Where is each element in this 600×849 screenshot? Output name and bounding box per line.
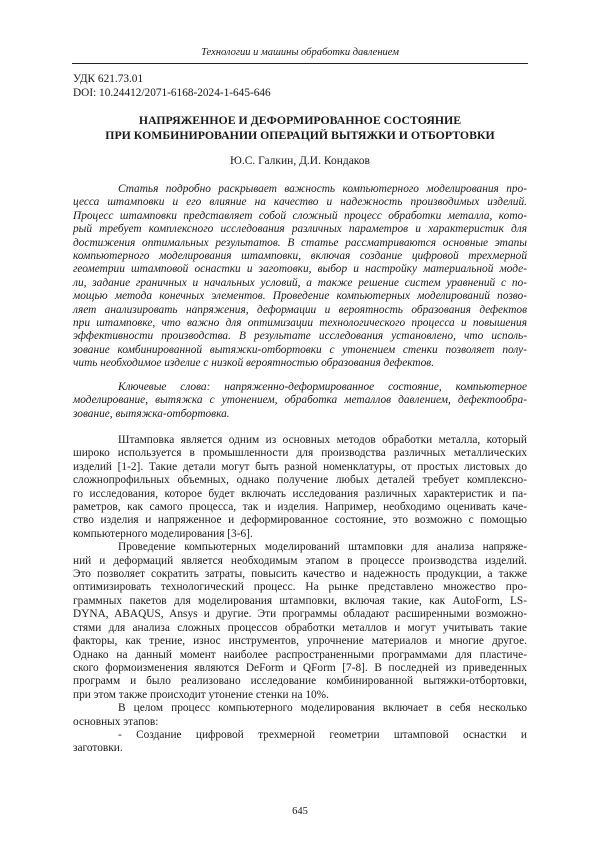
body-line: Штамповка является одним из основных методов обработки металла, который bbox=[118, 434, 527, 446]
body-line: сложнопрофильных объемных, однако получение любых деталей требует комплексно- bbox=[73, 474, 527, 487]
article-meta bbox=[73, 73, 271, 100]
udc-code: УДК 621.73.01 bbox=[73, 73, 144, 85]
abstract-line: достижения оптимальных результатов. В статье рассматриваются основные этапы bbox=[73, 236, 527, 249]
body-line: оптимизировать технологический процесс. На рынке представлено множество про- bbox=[73, 581, 527, 594]
body-line: ского формоизменения являются DeForm и QForm [7-8]. В последней из приведенных bbox=[73, 661, 527, 674]
abstract-line: мощью метода конечных элементов. Проведение компьютерных моделирований позво- bbox=[73, 290, 527, 303]
abstract bbox=[73, 183, 527, 371]
article-title bbox=[72, 113, 528, 143]
abstract-line: при штамповке, что важно для оптимизации технологического процесса и повышения bbox=[73, 317, 527, 330]
body-line: широко используется в промышленности для производства различных металлических bbox=[73, 447, 527, 460]
body-line: стями для анализа сложных процессов обработки металлов и могут учитывать такие bbox=[73, 621, 527, 634]
abstract-line: зование комбинированной вытяжки-отбортовки с утонением стенки позволяет полу- bbox=[73, 343, 527, 356]
body-line: при этом также происходит утонение стенки на 10%. bbox=[73, 688, 329, 701]
body-line: го исследования, которое будет включать исследования различных характеристик и па- bbox=[73, 487, 527, 500]
keywords bbox=[73, 381, 527, 421]
body-line: основных этапов: bbox=[73, 715, 159, 728]
body-line: факторы, как трение, износ инструментов, упрочнение материалов и многие другое. bbox=[73, 635, 527, 648]
body-line: DYNA, ABAQUS, Ansys и другие. Эти программы обладают расширенными возможно- bbox=[73, 608, 527, 621]
keywords-line: Ключевые слова: напряженно-деформированное состояние, компьютерное bbox=[118, 381, 527, 393]
body-line: Это позволяет сократить затраты, повысить качество и надежность продукции, а также bbox=[73, 568, 527, 581]
abstract-line: эффективности производства. В результате исследования установлено, что исполь- bbox=[73, 330, 527, 343]
body-line: раметров, как самого процесса, так и изделия. Например, необходимо оценивать каче- bbox=[73, 501, 527, 514]
body-line: компьютерного моделирования [3-6]. bbox=[73, 527, 253, 540]
abstract-line: Процесс штамповки представляет собой сложный процесс обработки металла, кото- bbox=[73, 209, 527, 222]
authors: Ю.С. Галкин, Д.И. Кондаков bbox=[230, 155, 370, 167]
abstract-line: компьютерного моделирования штамповки, включая создание цифровой трехмерной bbox=[73, 250, 527, 263]
body-line: Проведение компьютерных моделирований штамповки для анализа напряже- bbox=[118, 541, 527, 554]
body-line: В целом процесс компьютерного моделирования включает в себя несколько bbox=[118, 702, 527, 715]
list-item: - Создание цифровой трехмерной геометрии штамповой оснастки и bbox=[118, 728, 527, 741]
abstract-line: ляет анализировать напряжения, деформации и вероятность образования дефектов bbox=[73, 303, 527, 316]
abstract-line: чить необходимое изделие с низкой вероятностью образования дефектов. bbox=[73, 357, 435, 370]
header-rule bbox=[72, 63, 528, 64]
doi: DOI: 10.24412/2071-6168-2024-1-645-646 bbox=[73, 86, 271, 99]
list-item-continuation: заготовки. bbox=[73, 742, 123, 755]
page-number: 645 bbox=[292, 806, 308, 817]
abstract-line: Статья подробно раскрывает важность компьютерного моделирования про- bbox=[118, 183, 527, 195]
abstract-line: рый требует комплексного исследования различных параметров и характеристик для bbox=[73, 223, 527, 236]
body-line: граммных пакетов для моделирования штамповки, включая такие, как AutoForm, LS- bbox=[73, 594, 527, 607]
abstract-line: цесса штамповки и его влияние на качество и надежность производимых изделий. bbox=[73, 196, 527, 209]
abstract-line: ли, задание граничных и начальных условий, а также решение систем уравнений с по- bbox=[73, 276, 527, 289]
running-head: Технологии и машины обработки давлением bbox=[201, 47, 399, 58]
keywords-line: зование, вытяжка-отбортовка. bbox=[73, 407, 230, 420]
body-line: программ и было реализовано исследование комбинированной вытяжки-отбортовки, bbox=[73, 675, 527, 688]
title-line: НАПРЯЖЕННОЕ И ДЕФОРМИРОВАННОЕ СОСТОЯНИЕ bbox=[138, 113, 462, 127]
body-line: ство изделия и напряженное и деформированное состояние, это возможно с помощью bbox=[73, 514, 527, 527]
body-line: изделий [1-2]. Такие детали могут быть разной номенклатуры, от простых листовых до bbox=[73, 460, 527, 473]
body-text bbox=[73, 434, 527, 756]
body-line: Однако на данный момент наиболее распространенными программами для пластиче- bbox=[73, 648, 527, 661]
abstract-line: геометрии штамповой оснастки и заготовки, выбор и настройку материальной моде- bbox=[73, 263, 527, 276]
title-line: ПРИ КОМБИНИРОВАНИИ ОПЕРАЦИЙ ВЫТЯЖКИ И ОТБОРТОВКИ bbox=[105, 128, 495, 142]
body-line: ний и деформаций является необходимым этапом в процессе производства изделий. bbox=[73, 554, 527, 567]
keywords-line: моделирование, вытяжка с утонением, обработка металлов давлением, дефектообра- bbox=[73, 394, 527, 407]
